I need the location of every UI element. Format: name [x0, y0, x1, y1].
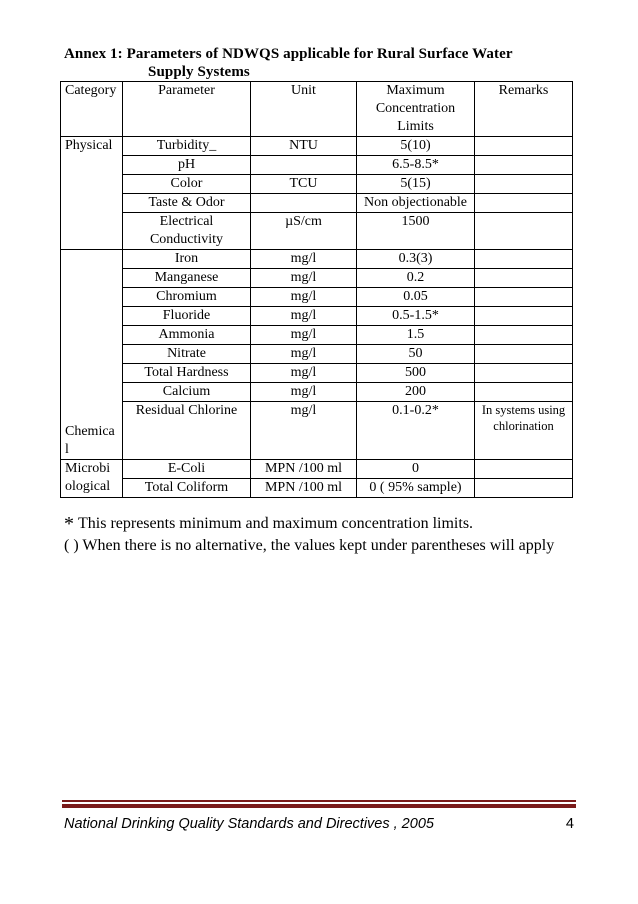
- unit-cell: MPN /100 ml: [251, 479, 357, 498]
- unit-cell: MPN /100 ml: [251, 460, 357, 479]
- parameter-cell: Ammonia: [123, 326, 251, 345]
- table-row: [61, 250, 573, 269]
- max-cell: 0.3(3): [357, 250, 475, 269]
- footer-title: National Drinking Quality Standards and Directives , 2005: [64, 816, 434, 832]
- max-cell: 0.1-0.2*: [357, 402, 475, 460]
- parameter-cell: Chromium: [123, 288, 251, 307]
- table-row: [61, 156, 573, 175]
- header-maximum-concentration: Maximum Concentration Limits: [357, 82, 475, 137]
- remarks-cell: [475, 213, 573, 250]
- remarks-cell: [475, 326, 573, 345]
- category-chemical: Chemica l: [61, 250, 123, 460]
- table-row: [61, 383, 573, 402]
- max-cell: 6.5-8.5*: [357, 156, 475, 175]
- remarks-cell: [475, 479, 573, 498]
- parameter-cell: Turbidity_: [123, 137, 251, 156]
- max-cell: 0.5-1.5*: [357, 307, 475, 326]
- table-row: [61, 288, 573, 307]
- header-unit: Unit: [251, 82, 357, 137]
- unit-cell: mg/l: [251, 364, 357, 383]
- remarks-cell: [475, 137, 573, 156]
- table-row: [61, 175, 573, 194]
- remarks-cell: [475, 250, 573, 269]
- annex-title-line-2: Supply Systems: [148, 64, 250, 80]
- parameter-cell: Electrical Conductivity: [123, 213, 251, 250]
- table-row: [61, 269, 573, 288]
- max-cell: 0: [357, 460, 475, 479]
- unit-cell: NTU: [251, 137, 357, 156]
- max-cell: 500: [357, 364, 475, 383]
- table-header-row: [61, 82, 573, 137]
- remarks-cell: [475, 288, 573, 307]
- category-microbiological: Microbi ological: [61, 460, 123, 498]
- unit-cell: mg/l: [251, 250, 357, 269]
- remarks-cell: [475, 307, 573, 326]
- remarks-cell: [475, 345, 573, 364]
- parameter-cell: Residual Chlorine: [123, 402, 251, 460]
- remarks-cell: [475, 269, 573, 288]
- unit-cell: mg/l: [251, 326, 357, 345]
- parameter-cell: Total Coliform: [123, 479, 251, 498]
- unit-cell: mg/l: [251, 307, 357, 326]
- table-row: [61, 345, 573, 364]
- max-cell: 200: [357, 383, 475, 402]
- asterisk-note: [64, 513, 576, 535]
- max-cell: 0.2: [357, 269, 475, 288]
- table-row: [61, 479, 573, 498]
- max-cell: 0 ( 95% sample): [357, 479, 475, 498]
- parameter-cell: Calcium: [123, 383, 251, 402]
- table-row: [61, 137, 573, 156]
- remarks-cell: [475, 364, 573, 383]
- page-number: 4: [565, 816, 574, 832]
- remarks-cell: In systems using chlorination: [475, 402, 573, 460]
- parameter-cell: Total Hardness: [123, 364, 251, 383]
- parameter-cell: Color: [123, 175, 251, 194]
- parameters-table: [60, 81, 573, 498]
- unit-cell: µS/cm: [251, 213, 357, 250]
- asterisk-note-text: This represents minimum and maximum concentration limits.: [78, 515, 474, 532]
- unit-cell: mg/l: [251, 288, 357, 307]
- remarks-cell: [475, 175, 573, 194]
- max-cell: Non objectionable: [357, 194, 475, 213]
- table-row: [61, 213, 573, 250]
- annex-title-line-1: Annex 1: Parameters of NDWQS applicable for Rural Surface Water: [64, 46, 513, 62]
- footer-rule-thick: [62, 804, 576, 808]
- table-row: [61, 307, 573, 326]
- remarks-cell: [475, 156, 573, 175]
- page-footer: [64, 815, 574, 833]
- table-row: [61, 364, 573, 383]
- unit-cell: mg/l: [251, 383, 357, 402]
- remarks-cell: [475, 460, 573, 479]
- parameter-cell: Iron: [123, 250, 251, 269]
- max-cell: 5(15): [357, 175, 475, 194]
- unit-cell: [251, 194, 357, 213]
- category-physical: Physical: [61, 137, 123, 250]
- remarks-cell: [475, 383, 573, 402]
- parameter-cell: Nitrate: [123, 345, 251, 364]
- unit-cell: mg/l: [251, 345, 357, 364]
- header-category: Category: [61, 82, 123, 137]
- unit-cell: TCU: [251, 175, 357, 194]
- max-cell: 0.05: [357, 288, 475, 307]
- parameter-cell: E-Coli: [123, 460, 251, 479]
- max-cell: 1500: [357, 213, 475, 250]
- table-row: [61, 326, 573, 345]
- annex-title: [64, 44, 576, 82]
- max-cell: 50: [357, 345, 475, 364]
- table-notes: [64, 513, 576, 557]
- max-cell: 5(10): [357, 137, 475, 156]
- header-parameter: Parameter: [123, 82, 251, 137]
- table-row: [61, 194, 573, 213]
- footer-rule-thin: [62, 800, 576, 802]
- table-row: [61, 402, 573, 460]
- parameter-cell: pH: [123, 156, 251, 175]
- unit-cell: [251, 156, 357, 175]
- parameter-cell: Fluoride: [123, 307, 251, 326]
- parameter-cell: Manganese: [123, 269, 251, 288]
- unit-cell: mg/l: [251, 269, 357, 288]
- unit-cell: mg/l: [251, 402, 357, 460]
- remarks-cell: [475, 194, 573, 213]
- max-cell: 1.5: [357, 326, 475, 345]
- parentheses-note: ( ) When there is no alternative, the values kept under parentheses will apply: [64, 537, 555, 554]
- parameter-cell: Taste & Odor: [123, 194, 251, 213]
- asterisk-symbol: *: [64, 513, 74, 535]
- table-row: [61, 460, 573, 479]
- header-remarks: Remarks: [475, 82, 573, 137]
